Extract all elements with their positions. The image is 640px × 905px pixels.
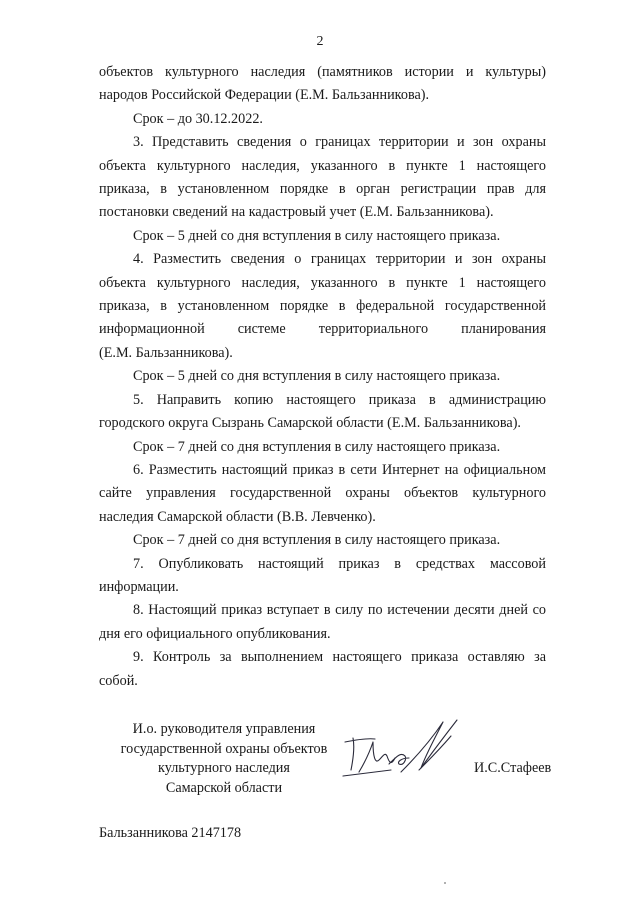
signatory-name: И.С.Стафеев <box>474 760 552 776</box>
paragraph-item-4: 4. Разместить сведения о границах территории и зон охраны объекта культурного наследия, указанного в пункте 1 настоящего приказа, в установленном порядке в федеральной государственной информационной системе территориального планирования <box>99 251 546 338</box>
deadline-paragraph: Срок – до 30.12.2022. <box>133 110 263 127</box>
paragraph-item-7: 7. Опубликовать настоящий приказ в средствах массовой информации. <box>99 555 546 595</box>
document-body <box>99 61 546 693</box>
page-number: 2 <box>316 34 324 49</box>
handwritten-signature-icon <box>339 712 469 790</box>
deadline-paragraph: Срок – 7 дней со дня вступления в силу настоящего приказа. <box>133 438 501 455</box>
executor-info: Бальзанникова 2147178 <box>99 825 242 841</box>
position-line: Самарской области <box>165 779 283 796</box>
paragraph-item-6: 6. Разместить настоящий приказ в сети Интернет на официальном сайте управления государственной охраны объектов культурного наследия Самарской области (В.В. Левченко). <box>99 461 546 525</box>
paragraph-item-3: 3. Представить сведения о границах территории и зон охраны объекта культурного наследия, указанного в пункте 1 настоящего приказа, в установленном порядке в орган регистрации прав для постановки сведений на кадастровый учет (Е.М. Бальзанникова). <box>99 134 546 221</box>
signature-block <box>99 720 552 800</box>
position-line: И.о. руководителя управления <box>132 721 316 737</box>
deadline-paragraph: Срок – 5 дней со дня вступления в силу настоящего приказа. <box>133 227 501 244</box>
paragraph-item-5: 5. Направить копию настоящего приказа в администрацию городского округа Сызрань Самарской области (Е.М. Бальзанникова). <box>99 391 546 432</box>
scan-artifact <box>444 882 446 884</box>
deadline-paragraph: Срок – 7 дней со дня вступления в силу настоящего приказа. <box>133 532 501 549</box>
paragraph-item-8: 8. Настоящий приказ вступает в силу по истечении десяти дней со дня его официального опубликования. <box>99 602 546 642</box>
deadline-paragraph: Срок – 5 дней со дня вступления в силу настоящего приказа. <box>133 368 501 385</box>
position-line: культурного наследия <box>158 760 290 777</box>
paragraph-item-4-end: (Е.М. Бальзанникова). <box>99 344 233 361</box>
paragraph-item-9: 9. Контроль за выполнением настоящего приказа оставляю за собой. <box>99 649 546 689</box>
position-line: государственной охраны объектов <box>120 740 328 757</box>
signatory-position <box>117 720 331 798</box>
paragraph-continuation: объектов культурного наследия (памятников истории и культуры) народов Российской Федерации (Е.М. Бальзанникова). <box>99 64 546 104</box>
